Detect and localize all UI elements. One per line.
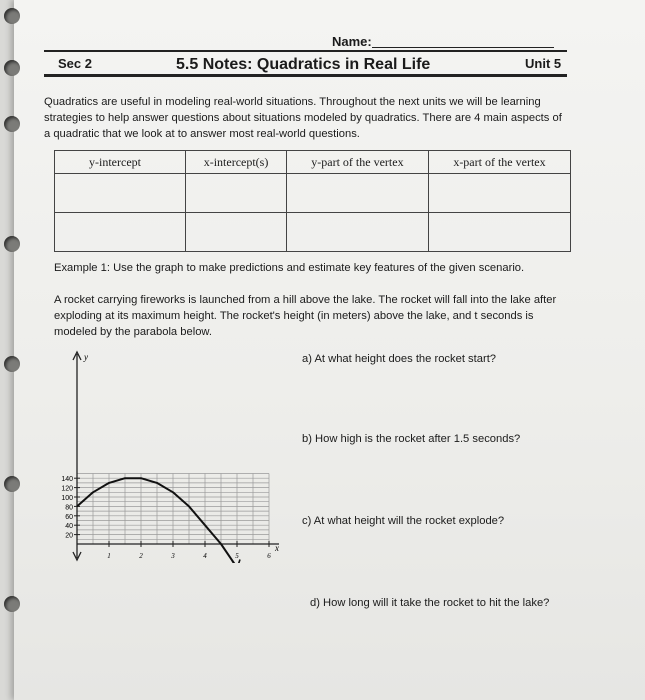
unit-label: Unit 5 (525, 56, 562, 71)
binder-hole (4, 236, 20, 252)
x-tick-label: 1 (107, 552, 111, 560)
x-tick-label: 3 (171, 552, 175, 560)
y-tick-label: 60 (65, 513, 73, 521)
binder-hole (4, 476, 20, 492)
x-tick-label: 4 (203, 552, 207, 560)
binder-hole (4, 60, 20, 76)
answer-cell[interactable] (428, 213, 570, 252)
axes (73, 352, 279, 560)
tick-labels (61, 352, 279, 560)
name-label: Name: (332, 34, 372, 49)
answer-cell[interactable] (428, 174, 570, 213)
header-x-intercepts: x-intercept(s) (186, 151, 287, 174)
y-tick-label: 140 (61, 476, 73, 484)
features-table (54, 150, 571, 252)
y-axis-label: y (84, 352, 88, 362)
name-blank-line[interactable] (372, 47, 554, 48)
binder-hole (4, 8, 20, 24)
x-axis-label: x (275, 543, 279, 553)
y-tick-label: 100 (61, 495, 73, 502)
x-tick-label: 2 (139, 552, 143, 560)
intro-paragraph: Quadratics are useful in modeling real-world situations. Throughout the next units we will be learning strategies to help answer questions about situations modeled by quadratics. There are 4 main aspects of a quadratic that we look at to answer most real-world questions. (44, 96, 562, 140)
example-heading: Example 1: Use the graph to make predictions and estimate key features of the given scenario. (54, 262, 525, 274)
y-tick-label: 20 (65, 532, 73, 540)
binder-hole (4, 596, 20, 612)
question-d: d) How long will it take the rocket to hit the lake? (310, 597, 550, 609)
rocket-graph (55, 348, 290, 563)
header-rule-bottom (44, 74, 567, 77)
y-tick-label: 120 (61, 485, 73, 493)
section-label: Sec 2 (58, 56, 92, 71)
curve-arrow (232, 560, 240, 564)
answer-cell[interactable] (286, 174, 428, 213)
answer-cell[interactable] (186, 174, 287, 213)
binder-hole (4, 356, 20, 372)
y-tick-label: 80 (65, 504, 73, 512)
answer-cell[interactable] (55, 174, 186, 213)
question-c: c) At what height will the rocket explode? (302, 515, 505, 527)
answer-cell[interactable] (55, 213, 186, 252)
answer-cell[interactable] (186, 213, 287, 252)
question-b: b) How high is the rocket after 1.5 seconds? (302, 433, 521, 445)
header-rule-top (44, 50, 567, 52)
page-title: 5.5 Notes: Quadratics in Real Life (176, 56, 431, 73)
header-y-intercept: y-intercept (55, 151, 186, 174)
x-tick-label: 5 (235, 552, 239, 560)
header-x-vertex: x-part of the vertex (428, 151, 570, 174)
binder-hole (4, 116, 20, 132)
scenario-paragraph: A rocket carrying fireworks is launched from a hill above the lake. The rocket will fall into the lake after exploding at its maximum height. The rocket's height (in meters) above the lake, and t seconds is modeled by the parabola below. (54, 294, 557, 338)
x-tick-label: 6 (267, 552, 271, 560)
answer-cell[interactable] (286, 213, 428, 252)
question-a: a) At what height does the rocket start? (302, 353, 497, 365)
y-tick-label: 40 (65, 523, 73, 531)
header-y-vertex: y-part of the vertex (286, 151, 428, 174)
